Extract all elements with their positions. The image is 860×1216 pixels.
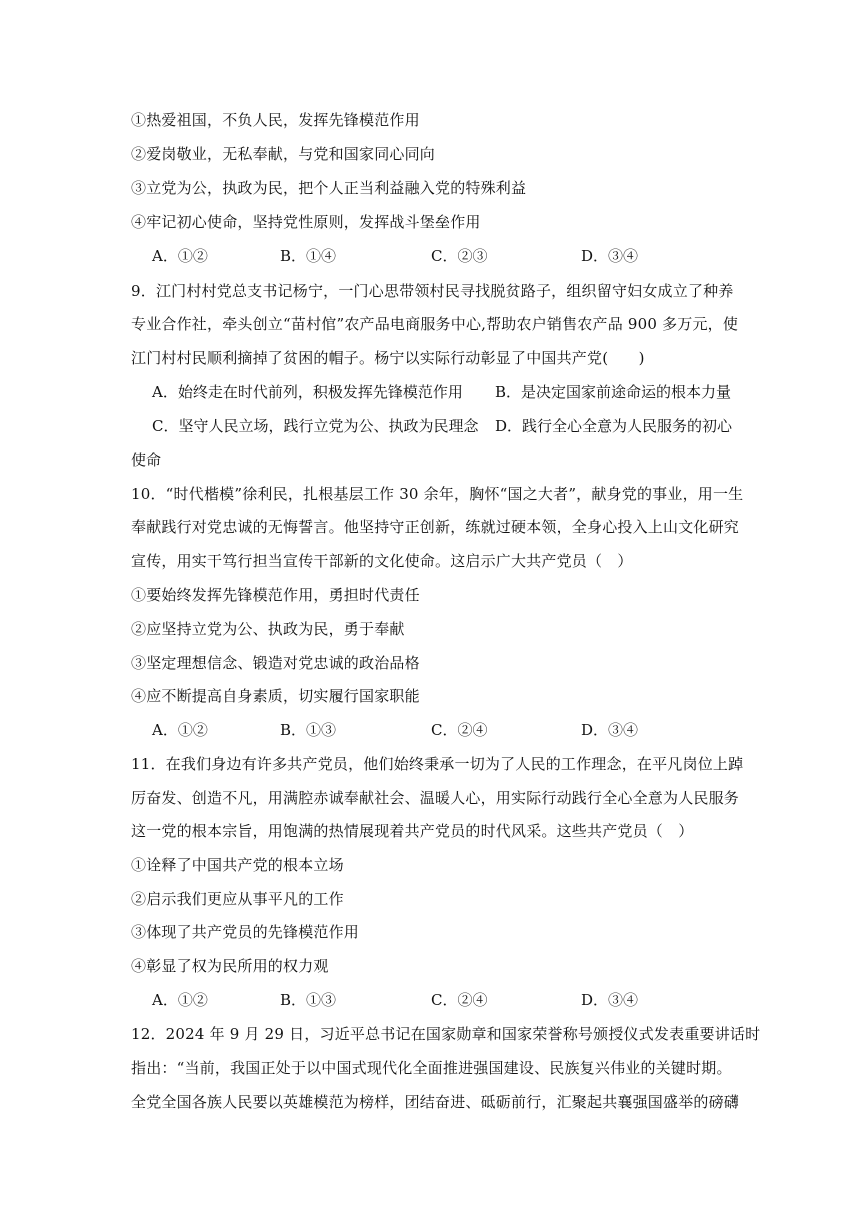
q10-stem-line-3: 宣传，用实干笃行担当宣传干部新的文化使命。这启示广大共产党员（ ） [131,552,633,570]
q8-option-d: D．③④ [581,247,639,265]
q12-stem-line-2: 指出：“当前，我国正处于以中国式现代化全面推进强国建设、民族复兴伟业的关键时期。 [131,1059,732,1077]
q8-option-a: A．①② [152,247,208,265]
q11-statement-4: ④彰显了权为民所用的权力观 [131,957,329,975]
q11-stem-line-2: 厉奋发、创造不凡，用满腔赤诚奉献社会、温暖人心，用实际行动践行全心全意为人民服务 [131,789,740,807]
q11-option-b: B．①③ [280,991,337,1009]
q10-option-a: A．①② [152,721,208,739]
q8-statement-3: ③立党为公，执政为民，把个人正当利益融入党的特殊利益 [131,179,527,197]
q11-statement-3: ③体现了共产党员的先锋模范作用 [131,923,360,941]
q10-statement-4: ④应不断提高自身素质，切实履行国家职能 [131,687,420,705]
q8-statement-1: ①热爱祖国，不负人民，发挥先锋模范作用 [131,111,420,129]
q9-option-b: B．是决定国家前途命运的根本力量 [495,383,732,401]
q10-stem-line-2: 奉献践行对党忠诚的无悔誓言。他坚持守正创新，练就过硬本领，全身心投入上山文化研究 [131,518,740,536]
q8-option-b: B．①④ [280,247,337,265]
q11-statement-2: ②启示我们更应从事平凡的工作 [131,890,344,908]
q11-stem-line-3: 这一党的根本宗旨，用饱满的热情展现着共产党员的时代风采。这些共产党员（ ） [131,822,694,840]
q9-option-a: A．始终走在时代前列，积极发挥先锋模范作用 [152,383,463,401]
q11-statement-1: ①诠释了中国共产党的根本立场 [131,856,344,874]
q9-option-c: C．坚守人民立场，践行立党为公、执政为民理念 [152,417,479,435]
q9-stem-line-3: 江门村村民顺利摘掉了贫困的帽子。杨宁以实际行动彰显了中国共产党( ) [131,349,645,367]
q8-option-c: C．②③ [431,247,488,265]
q10-statement-2: ②应坚持立党为公、执政为民，勇于奉献 [131,620,405,638]
q10-option-d: D．③④ [581,721,639,739]
q10-option-b: B．①③ [280,721,337,739]
q11-stem-line-1: 11．在我们身边有许多共产党员，他们始终秉承一切为了人民的工作理念，在平凡岗位上踔 [131,755,744,773]
q12-stem-line-1: 12．2024 年 9 月 29 日，习近平总书记在国家勋章和国家荣誉称号颁授仪式发表重要讲话时 [131,1025,761,1043]
q9-option-d: D．践行全心全意为人民服务的初心 [495,417,733,435]
q9-stem-line-2: 专业合作社，牵头创立“苗村倌”农产品电商服务中心,帮助农户销售农产品 900 多万元，使 [131,315,739,333]
q11-option-a: A．①② [152,991,208,1009]
q10-stem-line-1: 10．“时代楷模”徐利民，扎根基层工作 30 余年，胸怀“国之大者”，献身党的事业，用一生 [131,485,744,503]
q8-statement-2: ②爱岗敬业，无私奉献，与党和国家同心同向 [131,145,436,163]
q10-statement-3: ③坚定理想信念、锻造对党忠诚的政治品格 [131,654,420,672]
q10-option-c: C．②④ [431,721,488,739]
q8-statement-4: ④牢记初心使命，坚持党性原则，发挥战斗堡垒作用 [131,213,481,231]
q11-option-c: C．②④ [431,991,488,1009]
q9-option-d-continued: 使命 [131,451,162,469]
q12-stem-line-3: 全党全国各族人民要以英雄模范为榜样，团结奋进、砥砺前行，汇聚起共襄强国盛举的磅礴 [131,1093,740,1111]
q11-option-d: D．③④ [581,991,639,1009]
q9-stem-line-1: 9．江门村村党总支书记杨宁，一门心思带领村民寻找脱贫路子，组织留守妇女成立了种养 [131,282,734,300]
q10-statement-1: ①要始终发挥先锋模范作用，勇担时代责任 [131,586,420,604]
